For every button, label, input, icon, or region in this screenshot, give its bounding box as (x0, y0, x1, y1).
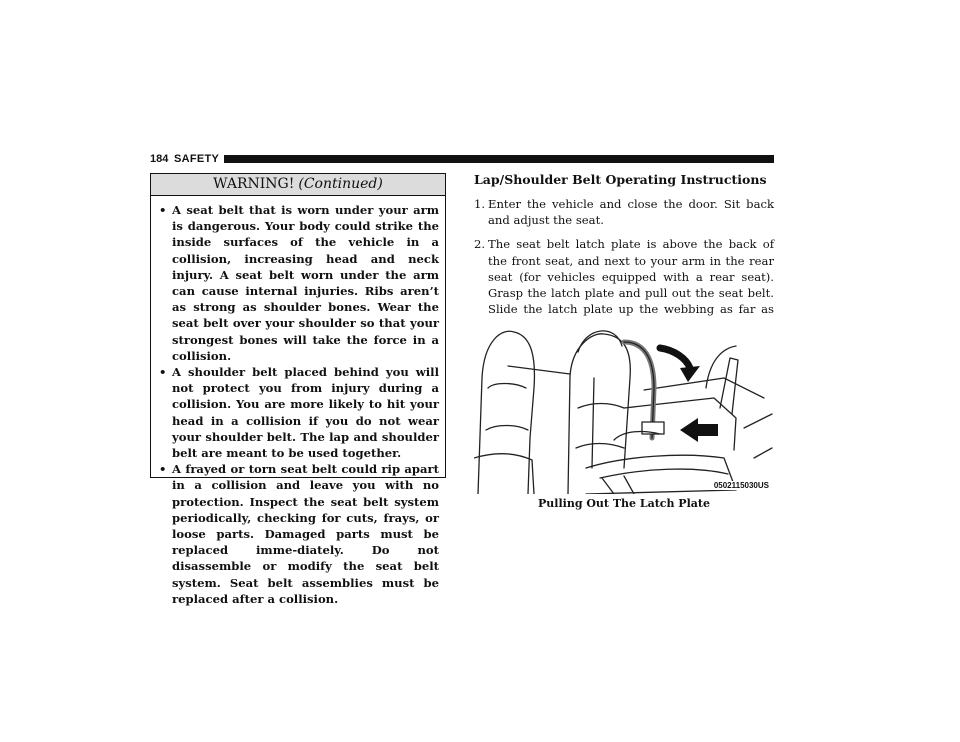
warning-title: WARNING! (213, 176, 295, 192)
figure-caption: Pulling Out The Latch Plate (538, 497, 710, 510)
page-header (150, 152, 774, 166)
instruction-step (474, 196, 774, 228)
warning-box (150, 173, 446, 606)
step-text: The seat belt latch plate is above the back of the front seat, and next to your arm in the rear seat (for vehicles equipped with a rear seat). Grasp the latch plate and pull out the seat belt. Slide the latch plate up the webbing as far as (488, 237, 774, 317)
warning-item: • A frayed or torn seat belt could rip apart in a collision and leave you with no protection. Inspect the seat belt system periodically, checking for cuts, frays, or loose parts. Damaged parts must be replaced imme-diately. Do not disassemble or modify the seat belt system. Seat belt assemblies must be replaced after a collision. (159, 461, 439, 607)
warning-continued: (Continued) (298, 176, 383, 192)
section-title: SAFETY (174, 153, 220, 165)
step-text: Enter the vehicle and close the door. Sit back and adjust the seat. (488, 197, 774, 228)
step-number: 2. (474, 237, 486, 252)
seat-belt-illustration (474, 318, 774, 494)
warning-header (151, 174, 445, 196)
warning-list (151, 196, 445, 607)
seat-illustration (474, 318, 774, 494)
header-rule (224, 155, 774, 163)
figure-code: 0502115030US (713, 481, 769, 490)
instructions-title: Lap/Shoulder Belt Operating Instructions (474, 172, 767, 187)
warning-item: • A seat belt that is worn under your arm is dangerous. Your body could strike the inside surfaces of the vehicle in a collision, increasing head and neck injury. A seat belt worn under the arm can cause internal injuries. Ribs aren’t as strong as shoulder bones. Wear the seat belt over your shoulder so that your strongest bones will take the force in a collision. (159, 202, 439, 364)
step-number: 1. (474, 197, 486, 211)
page-number: 184 (150, 153, 169, 165)
warning-item: • A shoulder belt placed behind you will not protect you from injury during a collision. You are more likely to hit your head in a collision if you do not wear your shoulder belt. The lap and shoulder belt are meant to be used together. (159, 364, 439, 461)
